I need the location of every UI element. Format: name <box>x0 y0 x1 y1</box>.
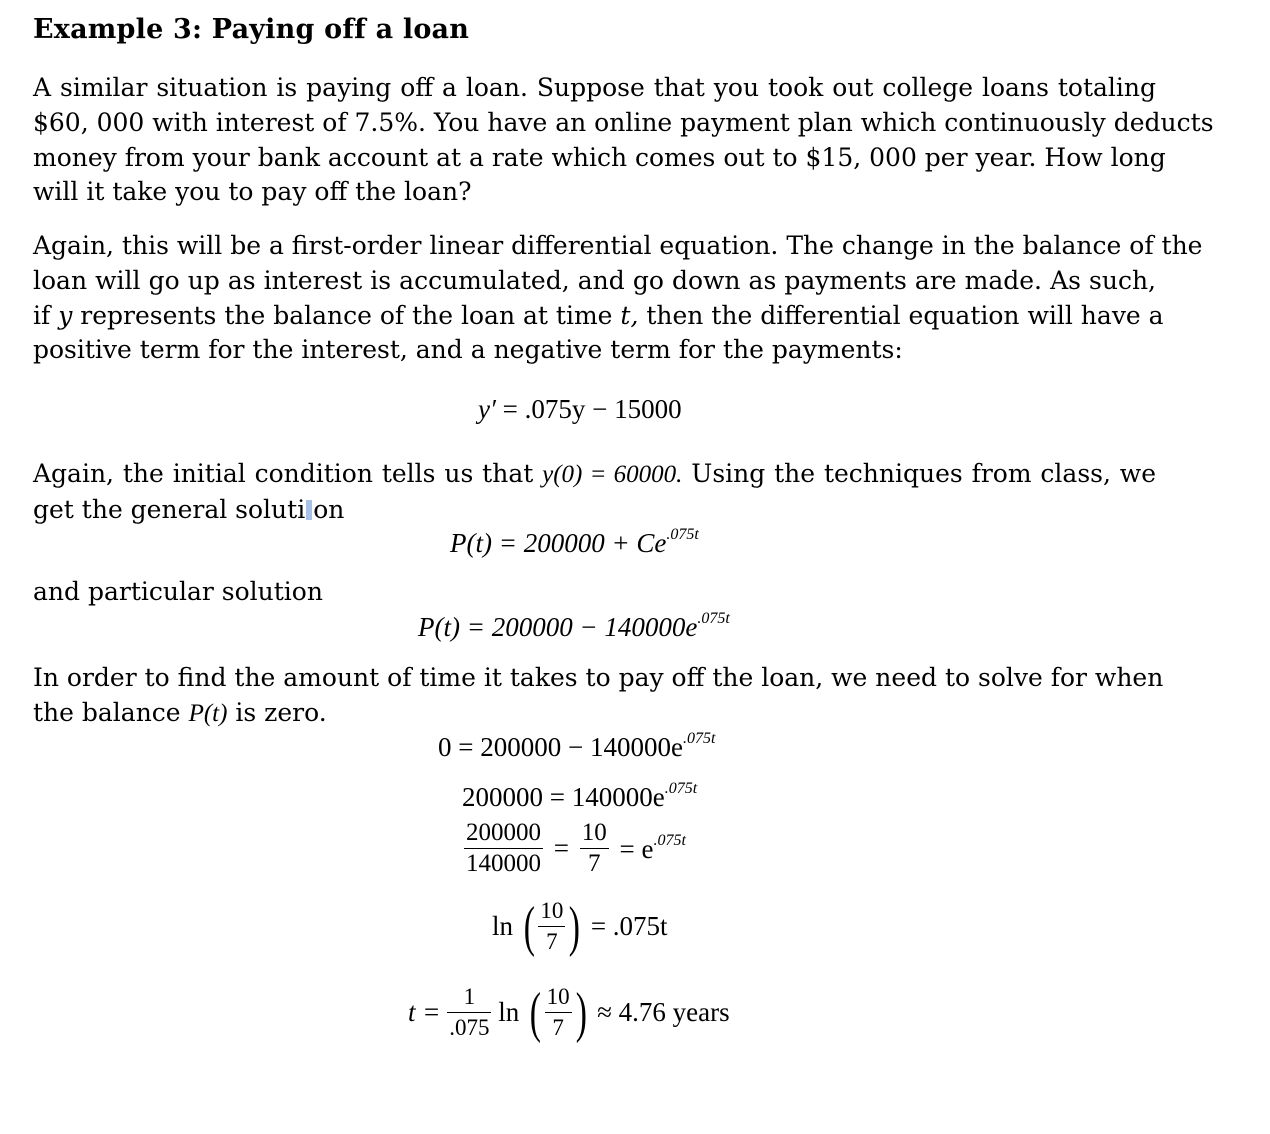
solve-step-3: $\frac{200000}{140000}$ = $\frac{10}{7}$ = $e^{.075t}$ <box>466 819 686 877</box>
particular-solution-label: and particular solution <box>33 577 323 606</box>
ic-line-2: get the general soluti on <box>33 494 345 524</box>
fraction-10-7-ln: $\frac{10}{7}$ <box>538 896 565 957</box>
fraction-200000-140000: $\frac{200000}{140000}$ <box>466 819 541 877</box>
intro-line-3: money from your bank account at a rate which comes out to $15, 000 per year. How long <box>33 142 1166 172</box>
intro-line-2: $60, 000 with interest of 7.5%. You have an online payment plan which continuously deducts <box>33 107 1214 137</box>
solve-step-1: $0 = 200000 - 140000e^{.075t}$ <box>438 730 716 762</box>
example-heading: Example 3: Paying off a loan <box>33 14 470 45</box>
particular-solution: $P(t) = 200000 - 140000e^{.075t}$ <box>418 610 730 642</box>
setup-line-2: loan will go up as interest is accumulated, and go down as payments are made. As such, <box>33 265 1156 295</box>
intro-line-1: A similar situation is paying off a loan. Suppose that you took out college loans totaling <box>33 73 1156 102</box>
initial-condition-paragraph <box>33 457 1156 528</box>
text-cursor <box>306 500 312 520</box>
solve-line-2: the balance P(t) is zero. <box>33 697 327 727</box>
intro-paragraph <box>33 71 1214 210</box>
fraction-10-7-final: $\frac{10}{7}$ <box>545 982 572 1043</box>
setup-line-1: Again, this will be a first-order linear differential equation. The change in the balance of the <box>33 231 1203 260</box>
solve-paragraph <box>33 661 1164 732</box>
var-t: t, <box>620 300 639 330</box>
setup-line-4: positive term for the interest, and a negative term for the payments: <box>33 335 903 365</box>
fraction-1-075: $\frac{1}{.075}$ <box>447 982 491 1043</box>
general-solution: $P(t) = 200000 + Ce^{.075t}$ <box>450 526 699 558</box>
setup-paragraph <box>33 229 1203 368</box>
solve-step-4: ln ( $\frac{10}{7}$ ) = .075t <box>492 895 668 958</box>
solve-step-2: $200000 = 140000e^{.075t}$ <box>462 780 698 812</box>
solve-line-1: In order to find the amount of time it takes to pay off the loan, we need to solve for when <box>33 663 1164 692</box>
solve-step-5: t = $\frac{1}{.075}$ ln ( $\frac{10}{7}$ ) ≈ 4.76 years <box>408 981 730 1044</box>
final-answer: ≈ 4.76 years <box>597 997 730 1027</box>
fraction-10-7: $\frac{10}{7}$ <box>581 819 607 877</box>
differential-equation: y′ = .075y − 15000 <box>478 394 682 424</box>
setup-line-3: if y represents the balance of the loan at time t, then the differential equation will have a <box>33 300 1164 330</box>
var-y: y <box>58 300 73 330</box>
ic-line-1: Again, the initial condition tells us that y(0) = 60000. Using the techniques from class, we <box>33 459 1156 488</box>
intro-line-4: will it take you to pay off the loan? <box>33 177 472 207</box>
